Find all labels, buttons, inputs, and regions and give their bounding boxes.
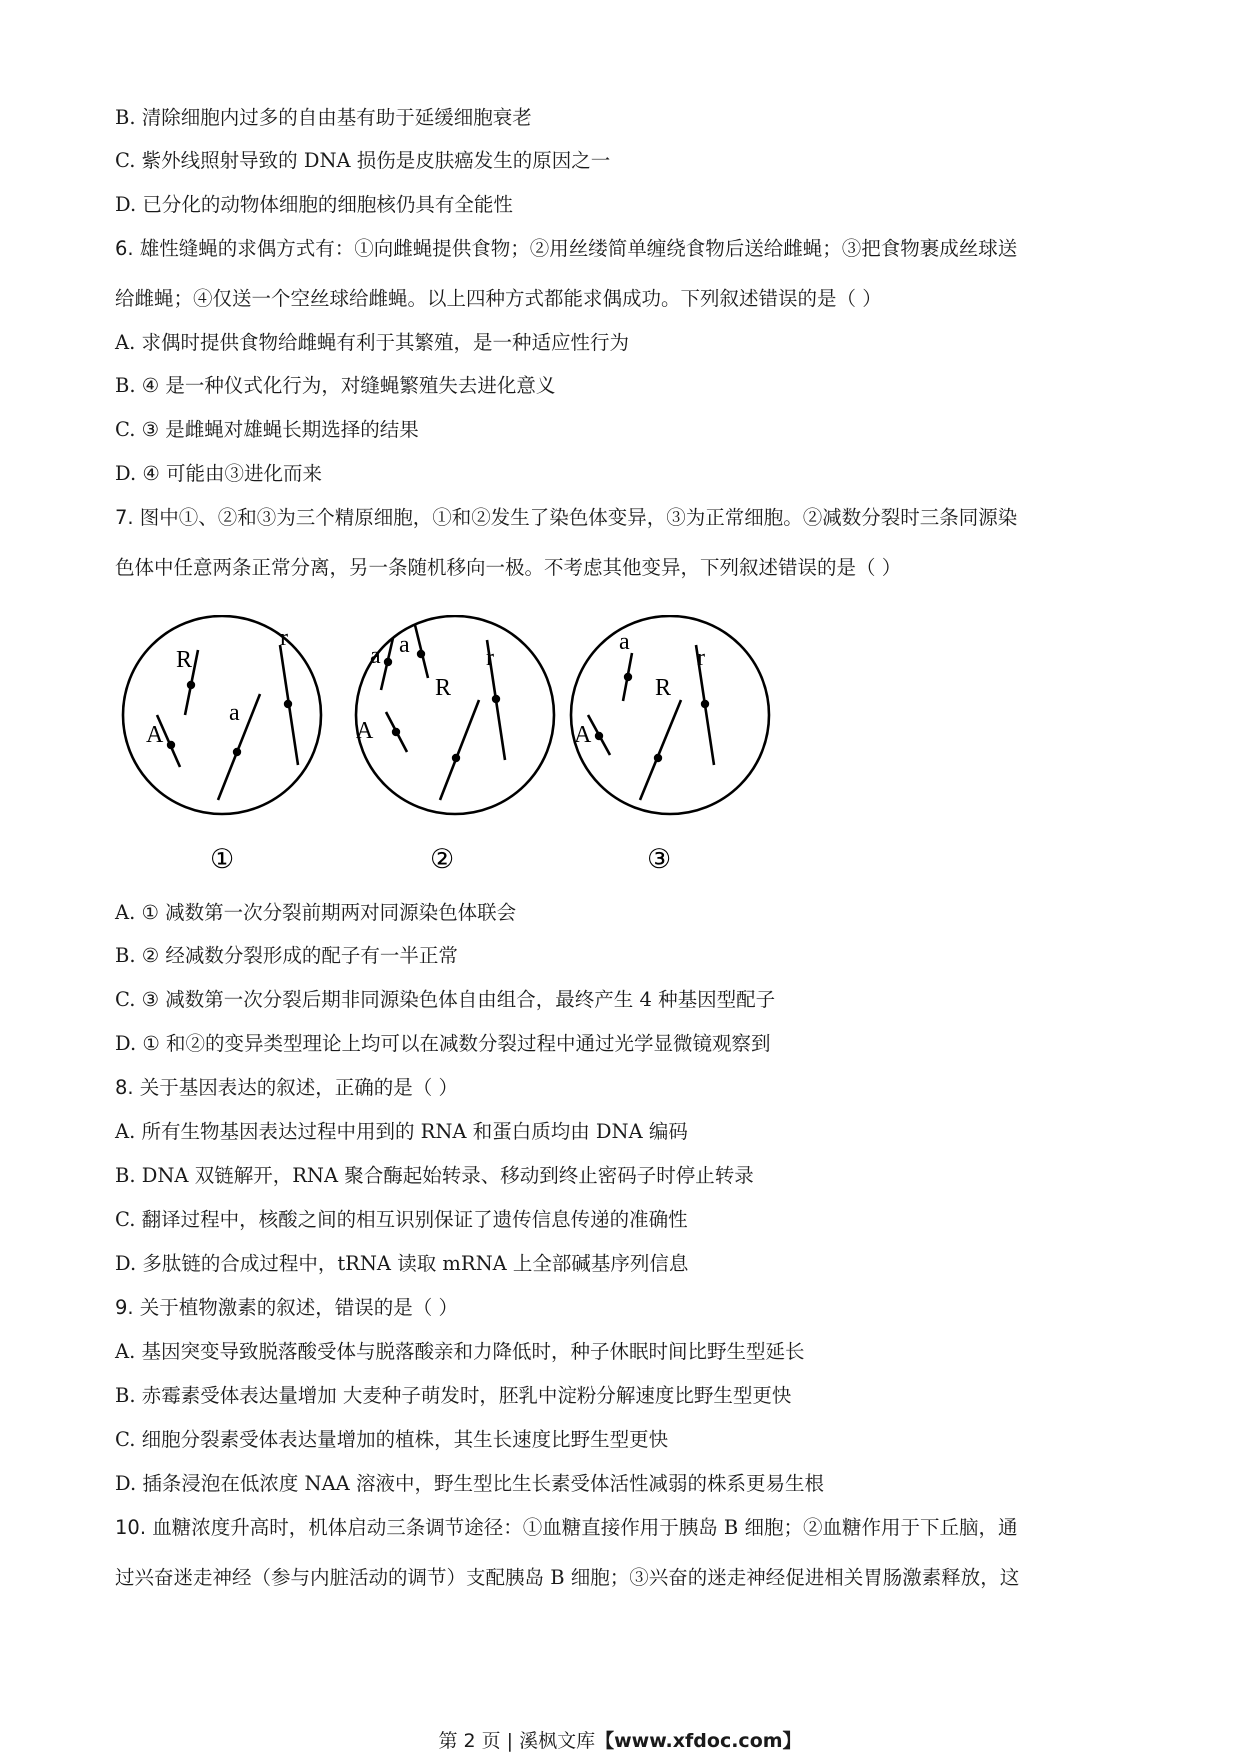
cell-1-gene-R: R xyxy=(176,647,193,673)
q5-option-c: C. 紫外线照射导致的 DNA 损伤是皮肤癌发生的原因之一 xyxy=(115,149,611,172)
cell-3-circle xyxy=(571,616,769,814)
q6-option-d: D. ④ 可能由③进化而来 xyxy=(115,462,323,485)
q7-option-d: D. ① 和②的变异类型理论上均可以在减数分裂过程中通过光学显微镜观察到 xyxy=(115,1032,771,1055)
q6-number: 6. xyxy=(115,237,134,260)
footer-site-link[interactable]: 【www.xfdoc.com】 xyxy=(595,1730,802,1752)
q6-stem-line2: 给雌蝇；④仅送一个空丝球给雌蝇。以上四种方式都能求偶成功。下列叙述错误的是（ ） xyxy=(115,287,882,310)
cell-3-gene-R: R xyxy=(655,675,672,701)
cell-2-gene-a2: a xyxy=(399,632,410,658)
q9-stem: 9. 关于植物激素的叙述，错误的是（ ） xyxy=(115,1296,459,1319)
q6-option-a: A. 求偶时提供食物给雌蝇有利于其繁殖，是一种适应性行为 xyxy=(115,331,629,354)
q8-stem: 8. 关于基因表达的叙述，正确的是（ ） xyxy=(115,1076,459,1099)
chromosome-figure xyxy=(110,615,890,875)
cell-3-gene-r: r xyxy=(697,645,705,671)
footer-page-label: 第 2 页 | 溪枫文库 xyxy=(438,1730,596,1752)
q8-option-d: D. 多肽链的合成过程中，tRNA 读取 mRNA 上全部碱基序列信息 xyxy=(115,1252,689,1275)
q9-option-c: C. 细胞分裂素受体表达量增加的植株，其生长速度比野生型更快 xyxy=(115,1428,669,1451)
q7-option-b: B. ② 经减数分裂形成的配子有一半正常 xyxy=(115,944,458,967)
q8-option-a: A. 所有生物基因表达过程中用到的 RNA 和蛋白质均由 DNA 编码 xyxy=(115,1120,688,1143)
cell-2-gene-r: r xyxy=(486,645,494,671)
q10-stem-line2: 过兴奋迷走神经（参与内脏活动的调节）支配胰岛 B 细胞；③兴奋的迷走神经促进相关胃肠激素释放，这 xyxy=(115,1566,1020,1589)
q6-option-b: B. ④ 是一种仪式化行为，对缝蝇繁殖失去进化意义 xyxy=(115,374,556,397)
q7-stem-line2: 色体中任意两条正常分离，另一条随机移向一极。不考虑其他变异，下列叙述错误的是（ ） xyxy=(115,556,902,579)
q9-number: 9. xyxy=(115,1296,134,1319)
q9-option-b: B. 赤霉素受体表达量增加 大麦种子萌发时，胚乳中淀粉分解速度比野生型更快 xyxy=(115,1384,792,1407)
cell-2-chromosome-R xyxy=(440,700,479,800)
q7-number: 7. xyxy=(115,506,134,529)
q9-option-a: A. 基因突变导致脱落酸受体与脱落酸亲和力降低时，种子休眠时间比野生型延长 xyxy=(115,1340,805,1363)
q8-number: 8. xyxy=(115,1076,134,1099)
cell-3-gene-a: a xyxy=(619,629,630,655)
cell-3-label: ③ xyxy=(647,844,672,874)
cell-3-gene-A: A xyxy=(574,722,592,748)
cell-1-gene-r: r xyxy=(280,625,288,651)
cell-2-gene-A: A xyxy=(356,718,374,744)
cell-1-gene-A: A xyxy=(146,722,164,748)
q10-stem-line1: 10. 血糖浓度升高时，机体启动三条调节途径：①血糖直接作用于胰岛 B 细胞；②血糖作用于下丘脑，通 xyxy=(115,1516,1018,1539)
cell-3-chromosome-R xyxy=(640,700,681,800)
cell-1-label: ① xyxy=(210,844,235,874)
cell-1-gene-a: a xyxy=(229,700,240,726)
q9-option-d: D. 插条浸泡在低浓度 NAA 溶液中，野生型比生长素受体活性减弱的株系更易生根 xyxy=(115,1472,824,1495)
q5-option-b: B. 清除细胞内过多的自由基有助于延缓细胞衰老 xyxy=(115,106,532,129)
q7-option-c: C. ③ 减数第一次分裂后期非同源染色体自由组合，最终产生 4 种基因型配子 xyxy=(115,988,776,1011)
q8-option-b: B. DNA 双链解开，RNA 聚合酶起始转录、移动到终止密码子时停止转录 xyxy=(115,1164,754,1187)
cell-2-circle xyxy=(356,616,554,814)
q5-option-d: D. 已分化的动物体细胞的细胞核仍具有全能性 xyxy=(115,193,513,216)
q6-option-c: C. ③ 是雌蝇对雄蝇长期选择的结果 xyxy=(115,418,419,441)
q10-number: 10. xyxy=(115,1516,147,1539)
q7-option-a: A. ① 减数第一次分裂前期两对同源染色体联会 xyxy=(115,901,517,924)
q6-stem-line1: 6. 雄性缝蝇的求偶方式有：①向雌蝇提供食物；②用丝缕简单缠绕食物后送给雌蝇；③把食物裹成丝球送 xyxy=(115,237,1018,260)
page-footer xyxy=(0,1726,1240,1753)
cell-2-gene-a1: a xyxy=(370,643,381,669)
q8-option-c: C. 翻译过程中，核酸之间的相互识别保证了遗传信息传递的准确性 xyxy=(115,1208,688,1231)
q7-stem-line1: 7. 图中①、②和③为三个精原细胞，①和②发生了染色体变异，③为正常细胞。②减数分裂时三条同源染 xyxy=(115,506,1018,529)
cell-2-gene-R: R xyxy=(435,675,452,701)
cell-2-label: ② xyxy=(430,844,455,874)
